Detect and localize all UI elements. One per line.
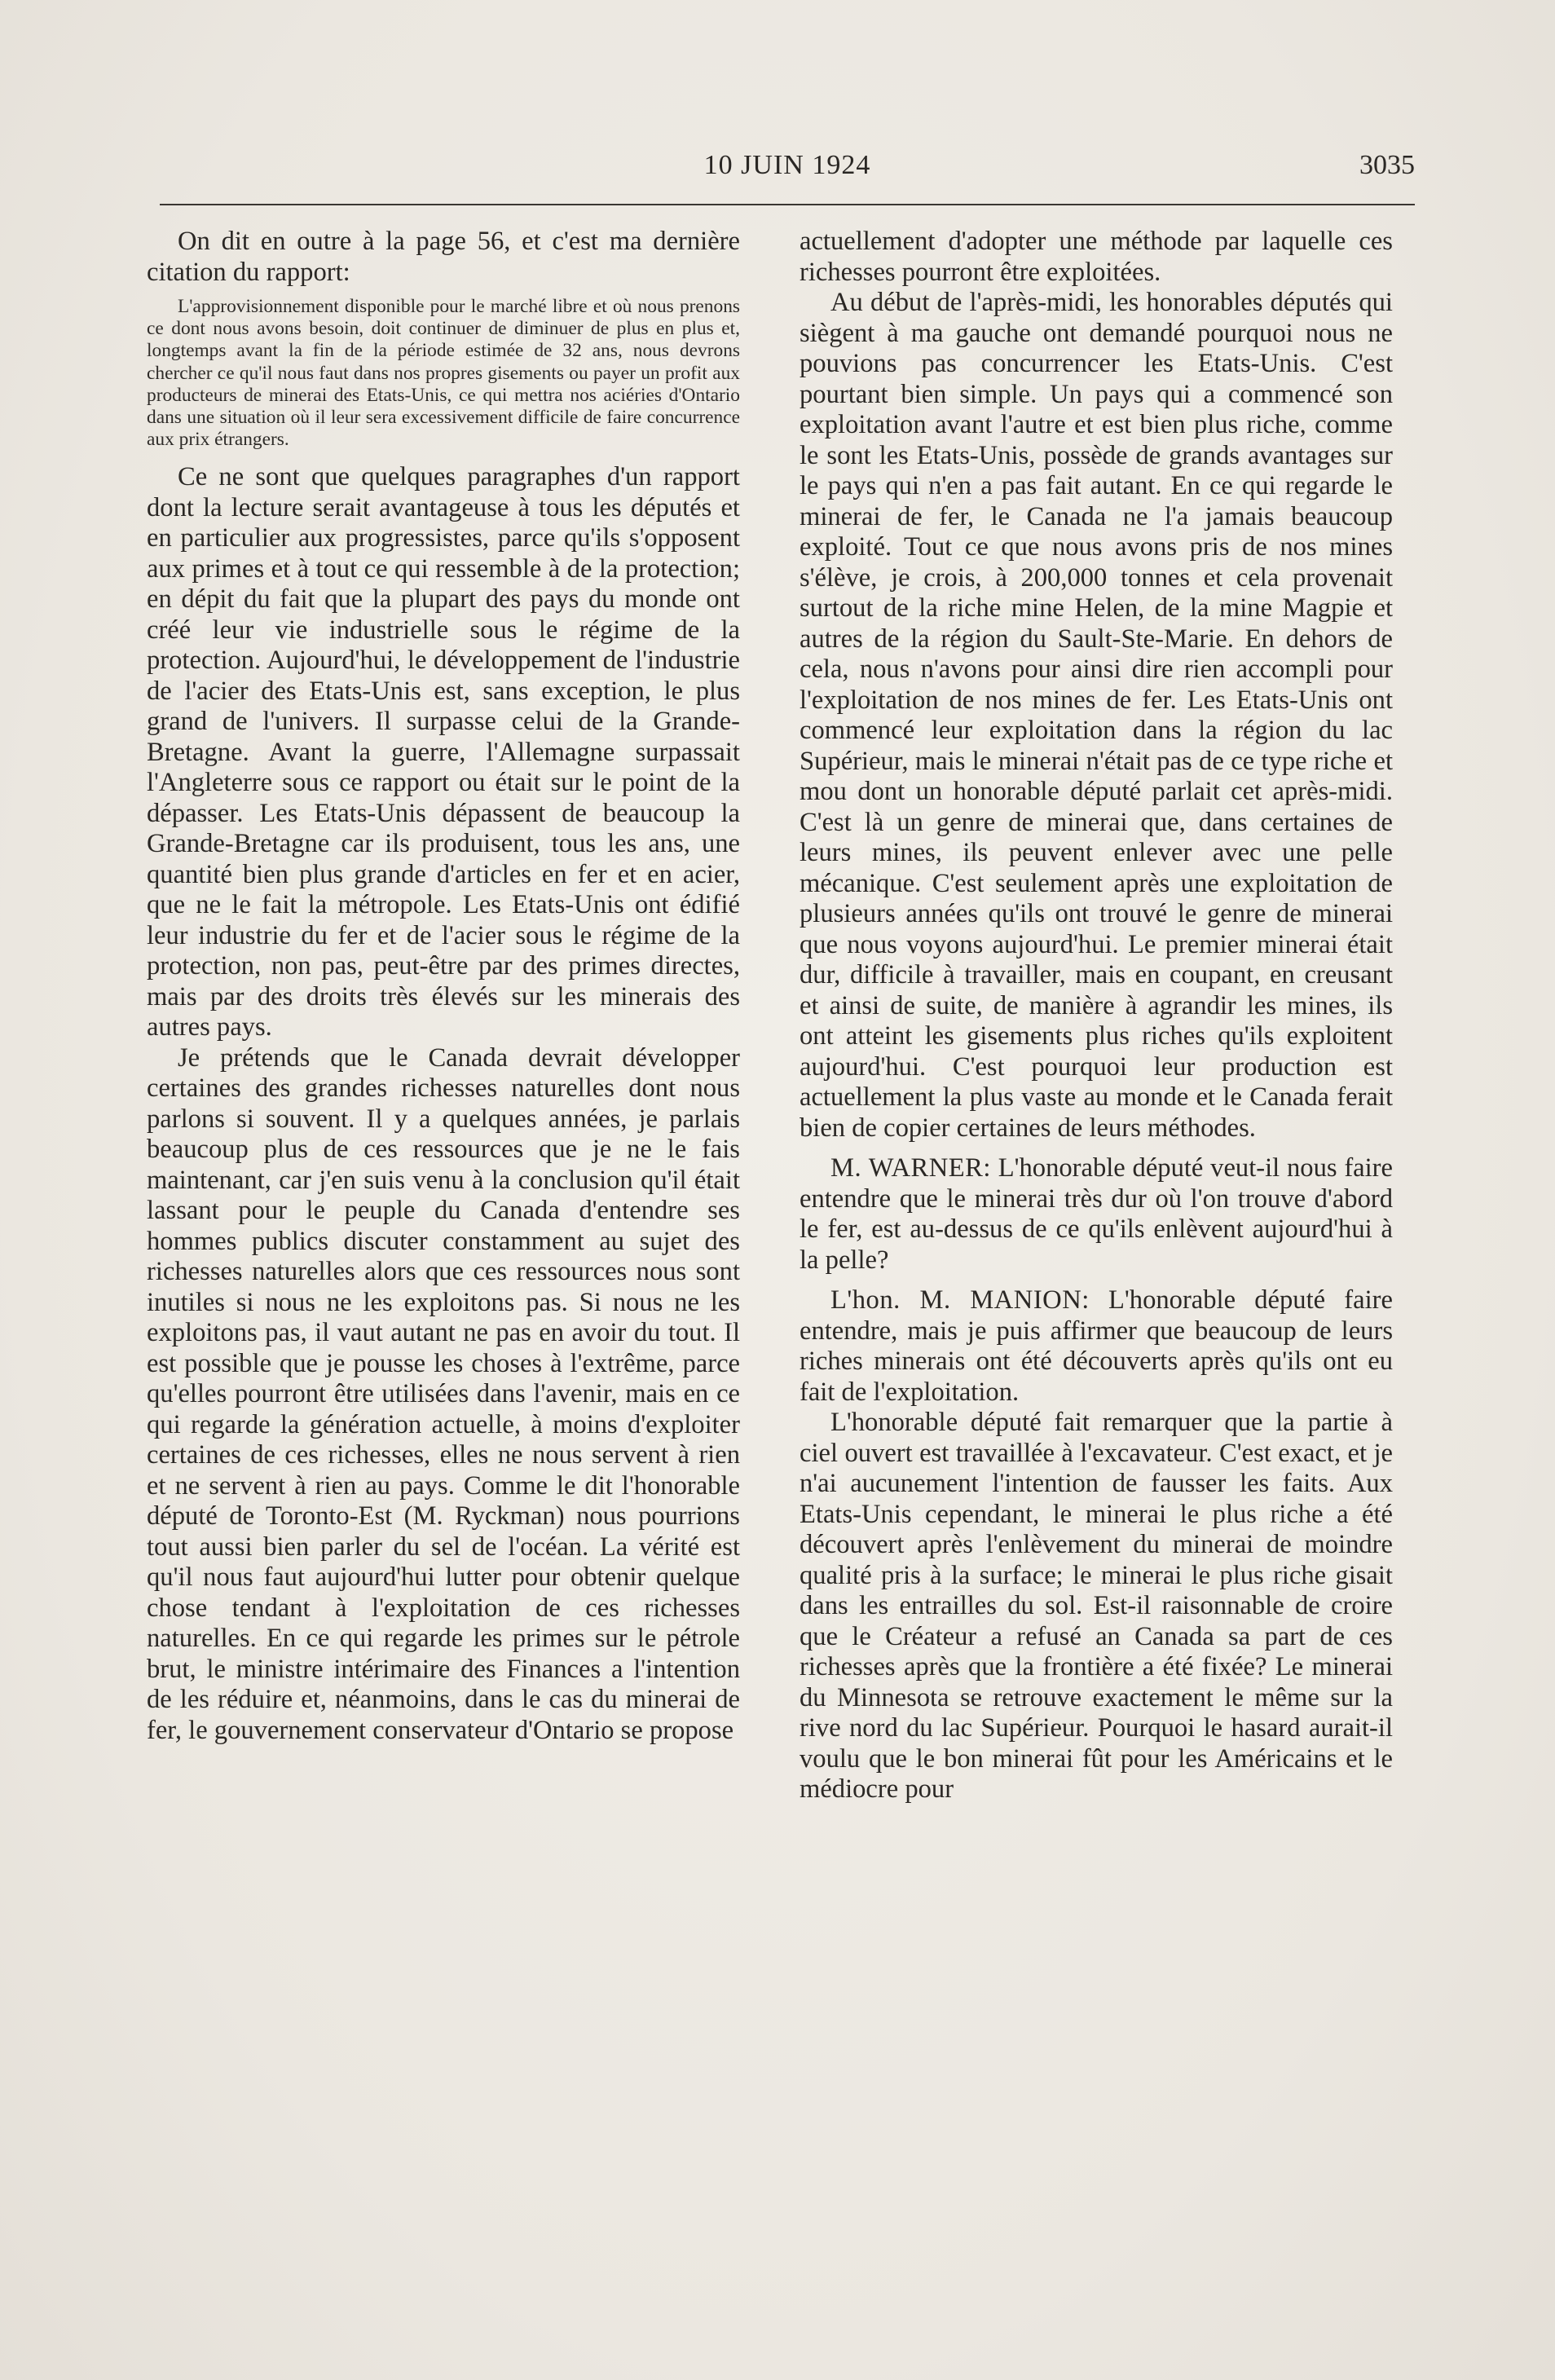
header-date: 10 JUIN 1924 [703, 150, 871, 180]
right-column [800, 227, 1393, 1805]
speaker-name: M. WARNER: [830, 1153, 991, 1183]
paragraph-continued: actuellement d'adopter une méthode par laquelle ces richesses pourront être exploitées. [800, 227, 1393, 287]
left-column [147, 227, 740, 1746]
speaker-name: L'hon. M. MANION: [830, 1285, 1090, 1315]
block-quote: L'approvisionnement disponible pour le marché libre et où nous prenons ce dont nous avons besoin, doit continuer de diminuer de plus en plus et, longtemps avant la fin de la période estimée de 32 ans, nous devrons chercher ce qu'il nous faut dans nos propres gisements ou payer un profit aux producteurs de minerai des Etats-Unis, ce qui mettra nos aciéries d'Ontario dans une situation où il leur sera excessivement difficile de faire concurrence aux prix étrangers. [147, 296, 740, 451]
header-rule [160, 204, 1415, 205]
paragraph: L'honorable député fait remarquer que la partie à ciel ouvert est travaillée à l'excavateur. C'est exact, et je n'ai aucunement l'intention de fausser les faits. Aux Etats-Unis cependant, le minerai le plus riche a été découvert après l'enlèvement du minerai de moindre qualité pris à la surface; le minerai le plus riche gisait dans les entrailles du sol. Est-il raisonnable de croire que le Créateur a refusé an Canada sa part de ces richesses après que la frontière a été fixée? Le minerai du Minnesota se retrouve exactement le même sur la rive nord du lac Supérieur. Pourquoi le hasard aurait-il voulu que le bon minerai fût pour les Américains et le médiocre pour [800, 1408, 1393, 1804]
page-header [160, 147, 1415, 184]
paragraph: Ce ne sont que quelques paragraphes d'un rapport dont la lecture serait avantageuse à tous les députés et en particulier aux progressistes, parce qu'ils s'opposent aux primes et à tout ce qui ressemble à de la protection; en dépit du fait que la plupart des pays du monde ont créé leur vie industrielle sous le régime de la protection. Aujourd'hui, le développement de l'industrie de l'acier des Etats-Unis est, sans exception, le plus grand de l'univers. Il surpasse celui de la Grande-Bretagne. Avant la guerre, l'Allemagne surpassait l'Angleterre sous ce rapport ou était sur le point de la dépasser. Les Etats-Unis dépassent de beaucoup la Grande-Bretagne car ils produisent, tous les ans, une quantité bien plus grande d'articles en fer et en acier, que ne le fait la métropole. Les Etats-Unis ont édifié leur industrie du fer et de l'acier sous le régime de la protection, non pas, peut-être par des primes directes, mais par des droits très élevés sur les minerais des autres pays. [147, 462, 740, 1042]
speech-text: L'honorable député veut-il nous faire entendre que le minerai très dur où l'on trouve d'abord le fer, est au-dessus de ce qu'ils enlèvent aujourd'hui à la pelle? [800, 1153, 1393, 1275]
speech-text: L'honorable député faire entendre, mais je puis affirmer que beaucoup de leurs riches minerais ont été découverts après qu'ils ont eu fait de l'exploitation. [800, 1285, 1393, 1407]
speech-paragraph [800, 1153, 1393, 1276]
paragraph: On dit en outre à la page 56, et c'est ma dernière citation du rapport: [147, 227, 740, 287]
speech-paragraph [800, 1285, 1393, 1408]
paragraph: Au début de l'après-midi, les honorables députés qui siègent à ma gauche ont demandé pourquoi nous ne pouvions pas concurrencer les Etats-Unis. C'est pourtant bien simple. Un pays qui a commencé son exploitation avant l'autre et est bien plus riche, comme le sont les Etats-Unis, possède de grands avantages sur le pays qui n'en a pas fait autant. En ce qui regarde le minerai de fer, le Canada ne l'a jamais beaucoup exploité. Tout ce que nous avons pris de nos mines s'élève, je crois, à 200,000 tonnes et cela provenait surtout de la riche mine Helen, de la mine Magpie et autres de la région du Sault-Ste-Marie. En dehors de cela, nous n'avons pour ainsi dire rien accompli pour l'exploitation de nos mines de fer. Les Etats-Unis ont commencé leur exploitation dans la région du lac Supérieur, mais le minerai n'était pas de ce type riche et mou dont un honorable député parlait cet après-midi. C'est là un genre de minerai que, dans certaines de leurs mines, ils peuvent enlever avec une pelle mécanique. C'est seulement après une exploitation de plusieurs années qu'ils ont trouvé le genre de minerai que nous voyons aujourd'hui. Le premier minerai était dur, difficile à travailler, mais en coupant, en creusant et ainsi de suite, de manière à agrandir les mines, ils ont atteint les gisements plus riches qu'ils exploitent aujourd'hui. C'est pourquoi leur production est actuellement la plus vaste au monde et le Canada ferait bien de copier certaines de leurs méthodes. [800, 288, 1393, 1143]
paragraph: Je prétends que le Canada devrait développer certaines des grandes richesses naturelles dont nous parlons si souvent. Il y a quelques années, je parlais beaucoup plus de ces ressources que je ne le fais maintenant, car j'en suis venu à la conclusion qu'il était lassant pour le peuple du Canada d'entendre ses hommes publics discuter constamment au sujet des richesses naturelles alors que ces ressources nous sont inutiles si nous ne les exploitons pas. Si nous ne les exploitons pas, il vaut autant ne pas en avoir du tout. Il est possible que je pousse les choses à l'extrême, parce qu'elles pourront être utilisées dans l'avenir, mais en ce qui regarde la génération actuelle, à moins d'exploiter certaines de ces richesses, elles ne nous servent à rien et ne servent à rien au pays. Comme le dit l'honorable député de Toronto-Est (M. Ryckman) nous pourrions tout aussi bien parler du sel de l'océan. La vérité est qu'il nous faut aujourd'hui lutter pour obtenir quelque chose tendant à l'exploitation de ces richesses naturelles. En ce qui regarde les primes sur le pétrole brut, le ministre intérimaire des Finances a l'intention de les réduire et, néanmoins, dans le cas du minerai de fer, le gouvernement conservateur d'Ontario se propose [147, 1042, 740, 1745]
page-number: 3035 [1359, 150, 1415, 180]
